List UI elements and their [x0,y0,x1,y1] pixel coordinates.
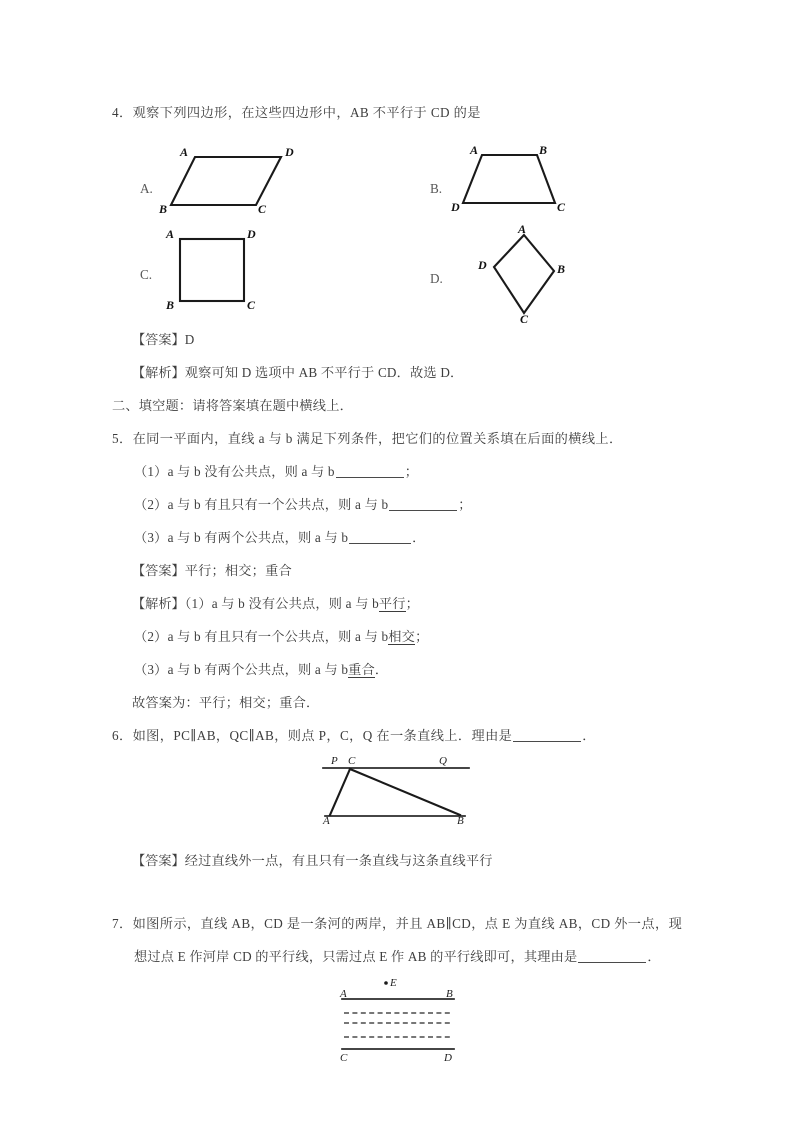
question-5-stem: 5．在同一平面内，直线 a 与 b 满足下列条件，把它们的位置关系填在后面的横线上． [112,431,623,446]
vertex-label-b: B [166,298,175,312]
vertex-label-d: D [444,1052,452,1064]
question-6-stem [112,719,687,752]
q5-item-3-tail: ． [412,530,426,545]
q4-option-d-figure [462,222,582,326]
point-e-dot [384,981,388,985]
vertex-label-b: B [557,262,566,276]
q4-option-b-figure [451,143,580,217]
q5-item-2-text: （2）a 与 b 有且只有一个公共点，则 a 与 b [134,497,389,512]
section-2-heading: 二、填空题：请将答案填在题中横线上． [112,398,353,413]
q5-item-3-text: （3）a 与 b 有两个公共点，则 a 与 b [134,530,349,545]
q4-options-row-1 [112,139,687,223]
vertex-label-d: D [247,227,256,241]
q5-analysis-2-tail: ； [415,629,429,644]
q5-answer-line [112,554,687,587]
answer-label: 【答案】 [132,332,185,347]
q6-answer-line [112,844,687,877]
q4-option-a-label[interactable]: A. [140,181,153,196]
q5-item-1 [112,455,687,488]
q5-item-2-tail: ； [458,497,472,512]
q4-answer-line [112,323,687,356]
q6-blank[interactable] [513,741,581,742]
vertex-label-a: A [323,815,330,827]
vertex-label-d: D [478,258,487,272]
q4-option-c-label[interactable]: C. [140,267,153,282]
q5-analysis-2-fill: 相交 [388,629,416,644]
question-7-stem-line-2 [112,940,687,973]
q4-option-c-figure [166,227,288,312]
analysis-text: 观察可知 D 选项中 AB 不平行于 CD．故选 D． [184,365,464,380]
answer-value: 经过直线外一点，有且只有一条直线与这条直线平行 [184,853,493,868]
vertex-label-a: A [340,988,347,1000]
q7-figure [332,975,467,1067]
vertex-label-b: B [539,143,548,157]
vertex-label-c: C [520,312,529,326]
q6-stem-tail: ． [582,728,596,743]
vertex-label-c: C [348,755,356,767]
q5-item-1-tail: ； [404,464,419,479]
vertex-label-b: B [159,202,168,216]
vertex-label-c: C [258,202,267,216]
q5-conclusion: 故答案为：平行；相交；重合． [132,695,320,710]
q5-analysis-1-prefix: （1）a 与 b 没有公共点，则 a 与 b [184,596,379,611]
q5-analysis-3-tail: ． [374,662,389,677]
analysis-label: 【解析】 [132,596,185,611]
q5-analysis-line-2 [112,620,687,653]
vertex-label-c: C [557,200,566,214]
q4-option-a-figure [159,145,308,217]
vertex-label-p: P [331,755,338,767]
q5-analysis-1-tail: ； [405,596,420,611]
q5-item-2 [112,488,687,521]
page-content [112,96,687,1067]
vertex-label-e: E [390,977,397,989]
q5-item-1-text: （1）a 与 b 没有公共点，则 a 与 b [134,464,335,479]
vertex-label-c: C [340,1052,348,1064]
vertex-label-a: A [470,143,479,157]
vertex-label-a: A [180,145,189,159]
q5-blank-1[interactable] [336,477,404,478]
q5-blank-2[interactable] [389,510,457,511]
vertex-label-a: A [518,222,527,236]
q5-analysis-line-1 [112,587,687,620]
answer-value: 平行；相交；重合 [184,563,292,578]
q5-blank-3[interactable] [349,543,411,544]
question-7-stem-line-1: 7．如图所示，直线 AB，CD 是一条河的两岸，并且 AB∥CD，点 E 为直线 AB，CD 外一点，现 [112,916,683,931]
q6-figure [317,755,482,827]
vertex-label-q: Q [439,755,447,767]
q7-figure-wrapper [112,973,687,1067]
q4-options-row-2 [112,222,687,326]
vertex-label-d: D [451,200,460,214]
q5-analysis-1-fill: 平行 [378,596,406,611]
answer-value: D [184,332,195,347]
vertex-label-d: D [285,145,294,159]
vertex-label-a: A [166,227,175,241]
q7-stem-tail: ． [647,949,661,964]
q7-blank[interactable] [578,962,646,963]
q4-option-b-label[interactable]: B. [430,181,443,196]
q5-analysis-2-prefix: （2）a 与 b 有且只有一个公共点，则 a 与 b [134,629,389,644]
answer-label: 【答案】 [132,853,185,868]
q5-analysis-3-prefix: （3）a 与 b 有两个公共点，则 a 与 b [134,662,349,677]
vertex-label-b: B [457,815,464,827]
q6-stem-prefix: 6．如图，PC∥AB，QC∥AB，则点 P，C，Q 在一条直线上．理由是 [112,728,513,743]
vertex-label-c: C [247,298,256,312]
q5-analysis-3-fill: 重合 [348,662,375,677]
q7-stem-prefix: 想过点 E 作河岸 CD 的平行线，只需过点 E 作 AB 的平行线即可，其理由是 [134,949,578,964]
q4-option-d-label[interactable]: D. [430,271,443,286]
q6-figure-wrapper [112,752,687,827]
vertex-label-b: B [446,988,453,1000]
analysis-label: 【解析】 [132,365,185,380]
question-4-stem: 4．观察下列四边形，在这些四边形中，AB 不平行于 CD 的是 [112,105,481,120]
q5-analysis-line-3 [112,653,687,686]
q5-item-3 [112,521,687,554]
q4-analysis-line [112,356,687,389]
answer-label: 【答案】 [132,563,185,578]
